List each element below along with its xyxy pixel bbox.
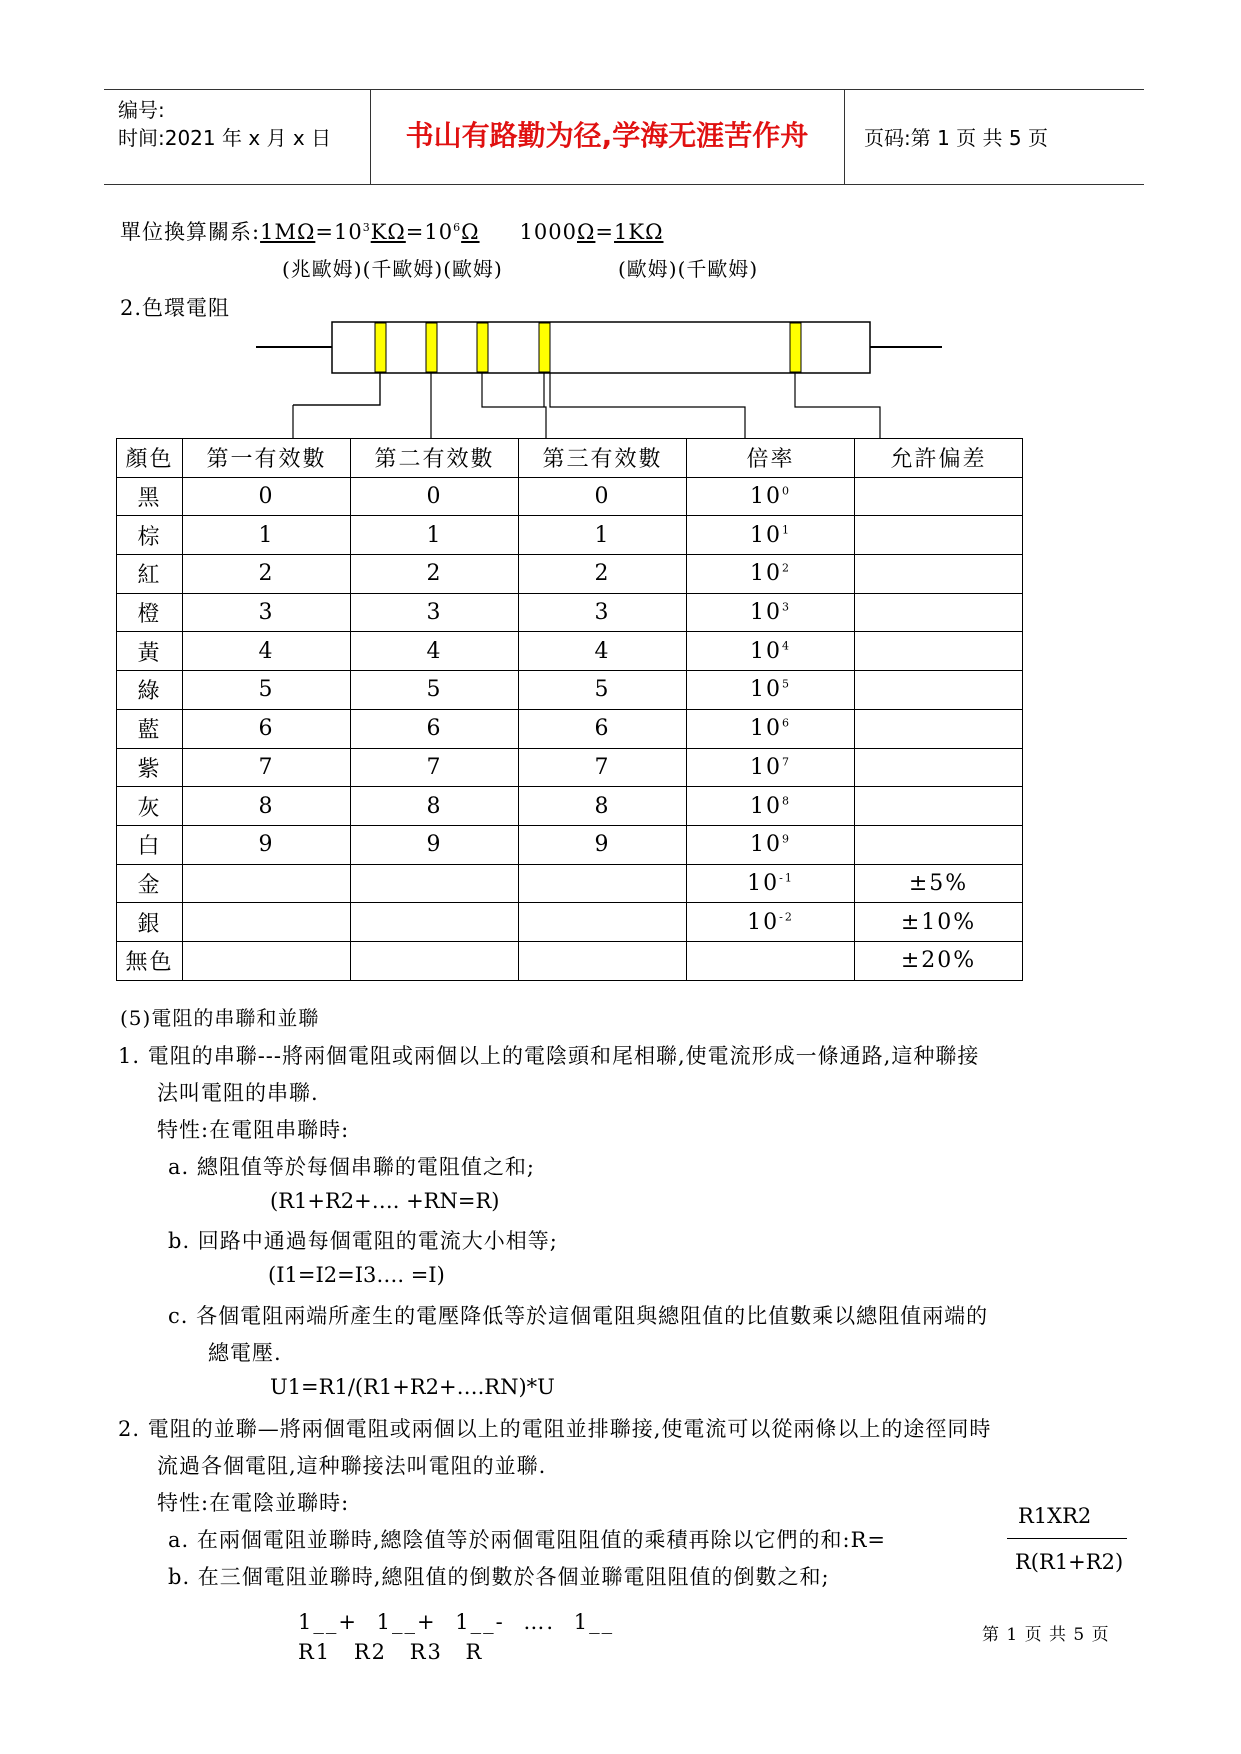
- multiplier-base: 10: [747, 909, 780, 935]
- tolerance-cell: [855, 671, 1023, 710]
- tolerance-cell: [855, 555, 1023, 594]
- band-5: [790, 323, 801, 372]
- color-name-cell: 藍: [117, 709, 183, 748]
- digit-cell: 1: [351, 516, 519, 555]
- digit-cell: 1: [183, 516, 351, 555]
- band-3: [477, 323, 488, 372]
- table-header-cell: 倍率: [687, 439, 855, 478]
- table-row: [117, 709, 1023, 748]
- table-row: [117, 825, 1023, 864]
- unit-mohm: 1MΩ: [260, 220, 316, 244]
- digit-cell: 3: [351, 593, 519, 632]
- paragraph-line: 總電壓.: [208, 1341, 282, 1365]
- digit-cell: [183, 864, 351, 903]
- digit-cell: 2: [183, 555, 351, 594]
- band-2: [426, 323, 437, 372]
- multiplier-base: 10: [750, 716, 782, 742]
- paragraph-line: c. 各個電阻兩端所產生的電壓降低等於這個電阻與總阻值的比值數乘以總阻值兩端的: [168, 1304, 989, 1328]
- digit-cell: 2: [519, 555, 687, 594]
- multiplier-exponent: 9: [782, 832, 791, 846]
- color-name-cell: 黃: [117, 632, 183, 671]
- resistor-body: [332, 322, 870, 373]
- digit-cell: 3: [519, 593, 687, 632]
- multiplier-cell: [687, 632, 855, 671]
- multiplier-cell: [687, 477, 855, 516]
- color-name-cell: 白: [117, 825, 183, 864]
- formula-line: (I1=I2=I3…. =I): [268, 1263, 445, 1287]
- multiplier-exponent: 6: [782, 716, 791, 730]
- multiplier-exponent: 5: [782, 678, 791, 692]
- table-row: [117, 787, 1023, 826]
- fraction-numerator: R1XR2: [1018, 1504, 1092, 1528]
- table-row: [117, 516, 1023, 555]
- leader-line: [482, 373, 546, 438]
- digit-cell: 9: [351, 825, 519, 864]
- leader-line: [795, 373, 880, 438]
- multiplier-cell: [687, 555, 855, 594]
- multiplier-base: 10: [750, 832, 782, 858]
- unit-exp: 6: [453, 221, 462, 234]
- table-row: [117, 632, 1023, 671]
- digit-cell: [183, 941, 351, 980]
- tolerance-cell: [855, 632, 1023, 671]
- unit-names-2: (歐姆)(千歐姆): [618, 257, 759, 281]
- number-label: 编号:: [118, 98, 165, 122]
- color-name-cell: 綠: [117, 671, 183, 710]
- unit-eq: =10: [405, 220, 454, 244]
- multiplier-exponent: 0: [782, 484, 791, 498]
- multiplier-base: 10: [747, 870, 780, 896]
- digit-cell: 9: [183, 825, 351, 864]
- leader-line: [293, 373, 380, 405]
- multiplier-cell: [687, 593, 855, 632]
- tolerance-cell: [855, 709, 1023, 748]
- digit-cell: [183, 903, 351, 942]
- digit-cell: 7: [519, 748, 687, 787]
- digit-cell: [519, 941, 687, 980]
- digit-cell: 0: [351, 477, 519, 516]
- unit-eq: =10: [315, 220, 363, 244]
- section-5-title: (5)電阻的串聯和並聯: [120, 1006, 320, 1030]
- formula-line: (R1+R2+…. +RN=R): [270, 1189, 500, 1213]
- digit-cell: 1: [519, 516, 687, 555]
- unit-conversion-line: [120, 216, 664, 246]
- tolerance-cell: [855, 516, 1023, 555]
- paragraph-line: 特性:在電陰並聯時:: [157, 1491, 350, 1515]
- table-row: [117, 671, 1023, 710]
- color-name-cell: 無色: [117, 941, 183, 980]
- time-label: 时间:2021 年 x 月 x 日: [118, 126, 332, 150]
- tolerance-cell: [855, 477, 1023, 516]
- digit-cell: 3: [183, 593, 351, 632]
- unit-ohm: Ω: [461, 220, 480, 244]
- header-motto: 书山有路勤为径,学海无涯苦作舟: [405, 119, 809, 152]
- digit-cell: [519, 903, 687, 942]
- paragraph-line: a. 總阻值等於每個串聯的電阻值之和;: [168, 1155, 535, 1179]
- multiplier-exponent: 4: [782, 639, 791, 653]
- multiplier-cell: [687, 671, 855, 710]
- multiplier-base: 10: [750, 638, 782, 664]
- table-header-cell: 顏色: [117, 439, 183, 478]
- multiplier-exponent: -1: [779, 871, 794, 885]
- digit-cell: [351, 864, 519, 903]
- table-header-cell: 允許偏差: [855, 439, 1023, 478]
- table-row: [117, 941, 1023, 980]
- table-header-cell: 第三有效數: [519, 439, 687, 478]
- tolerance-cell: ±10%: [855, 903, 1023, 942]
- digit-cell: 6: [183, 709, 351, 748]
- digit-cell: 8: [351, 787, 519, 826]
- paragraph-line: 流過各個電阻,這种聯接法叫電阻的並聯.: [157, 1454, 547, 1478]
- tolerance-cell: ±5%: [855, 864, 1023, 903]
- digit-cell: [519, 864, 687, 903]
- digit-cell: 4: [351, 632, 519, 671]
- multiplier-cell: [687, 709, 855, 748]
- header-meta: [118, 96, 331, 152]
- table-header-row: [117, 439, 1023, 478]
- multiplier-cell: [687, 941, 855, 980]
- leader-line: [550, 373, 745, 438]
- color-name-cell: 紅: [117, 555, 183, 594]
- unit-kohm: KΩ: [370, 220, 406, 244]
- paragraph-line: 1. 電阻的串聯---將兩個電阻或兩個以上的電陰頭和尾相聯,使電流形成一條通路,這种聯接: [118, 1044, 980, 1068]
- multiplier-cell: [687, 748, 855, 787]
- digit-cell: 8: [519, 787, 687, 826]
- color-name-cell: 灰: [117, 787, 183, 826]
- page-footer: 第 1 页 共 5 页: [982, 1625, 1110, 1645]
- multiplier-base: 10: [750, 484, 782, 510]
- color-code-table: [116, 438, 1023, 981]
- multiplier-exponent: 1: [782, 523, 791, 537]
- digit-cell: [351, 941, 519, 980]
- digit-cell: 4: [183, 632, 351, 671]
- multiplier-exponent: 7: [782, 755, 791, 769]
- table-row: [117, 555, 1023, 594]
- color-name-cell: 橙: [117, 593, 183, 632]
- table-header-cell: 第一有效數: [183, 439, 351, 478]
- digit-cell: 0: [183, 477, 351, 516]
- table-row: [117, 593, 1023, 632]
- color-name-cell: 銀: [117, 903, 183, 942]
- multiplier-base: 10: [750, 561, 782, 587]
- table-row: [117, 903, 1023, 942]
- digit-cell: 7: [183, 748, 351, 787]
- table-row: [117, 477, 1023, 516]
- multiplier-cell: [687, 787, 855, 826]
- digit-cell: [351, 903, 519, 942]
- unit-thousand: 1000: [519, 220, 577, 244]
- digit-cell: 5: [351, 671, 519, 710]
- header-page-label: 页码:第 1 页 共 5 页: [864, 126, 1048, 150]
- reciprocal-formula-bottom: R1 R2 R3 R: [298, 1640, 484, 1664]
- color-name-cell: 金: [117, 864, 183, 903]
- multiplier-base: 10: [750, 600, 782, 626]
- digit-cell: 7: [351, 748, 519, 787]
- digit-cell: 0: [519, 477, 687, 516]
- unit-prefix: 單位換算關系:: [120, 220, 261, 244]
- section-color-ring-title: 2.色環電阻: [120, 296, 231, 320]
- digit-cell: 6: [519, 709, 687, 748]
- digit-cell: 2: [351, 555, 519, 594]
- multiplier-base: 10: [750, 754, 782, 780]
- leader-line: [293, 373, 380, 405]
- digit-cell: 4: [519, 632, 687, 671]
- tolerance-cell: [855, 787, 1023, 826]
- table-row: [117, 748, 1023, 787]
- multiplier-exponent: 2: [782, 562, 791, 576]
- tolerance-cell: ±20%: [855, 941, 1023, 980]
- digit-cell: 9: [519, 825, 687, 864]
- multiplier-cell: [687, 516, 855, 555]
- unit-eq: =: [595, 220, 615, 244]
- tolerance-cell: [855, 748, 1023, 787]
- unit-ohm: Ω: [577, 220, 596, 244]
- paragraph-line: b. 在三個電阻並聯時,總阻值的倒數於各個並聯電阻阻值的倒數之和;: [168, 1565, 830, 1589]
- band-1: [375, 323, 386, 372]
- fraction-denominator: R(R1+R2): [1015, 1550, 1124, 1574]
- paragraph-line: 特性:在電阻串聯時:: [157, 1118, 350, 1142]
- digit-cell: 8: [183, 787, 351, 826]
- page-header: [104, 89, 1144, 185]
- color-name-cell: 紫: [117, 748, 183, 787]
- multiplier-exponent: 8: [782, 794, 791, 808]
- resistor-diagram: [250, 315, 950, 440]
- multiplier-base: 10: [750, 522, 782, 548]
- tolerance-cell: [855, 825, 1023, 864]
- multiplier-cell: [687, 864, 855, 903]
- paragraph-line: 法叫電阻的串聯.: [157, 1081, 319, 1105]
- multiplier-exponent: 3: [782, 600, 791, 614]
- color-name-cell: 棕: [117, 516, 183, 555]
- multiplier-cell: [687, 825, 855, 864]
- paragraph-line: a. 在兩個電阻並聯時,總陰值等於兩個電阻阻值的乘積再除以它們的和:R=: [168, 1528, 887, 1552]
- table-row: [117, 864, 1023, 903]
- paragraph-line: 2. 電阻的並聯—將兩個電阻或兩個以上的電阻並排聯接,使電流可以從兩條以上的途徑同時: [118, 1417, 992, 1441]
- unit-names-1: (兆歐姆)(千歐姆)(歐姆): [282, 257, 503, 281]
- digit-cell: 5: [183, 671, 351, 710]
- color-name-cell: 黑: [117, 477, 183, 516]
- band-4: [539, 323, 550, 372]
- unit-exp: 3: [362, 221, 371, 234]
- multiplier-base: 10: [750, 793, 782, 819]
- digit-cell: 6: [351, 709, 519, 748]
- table-header-cell: 第二有效數: [351, 439, 519, 478]
- multiplier-cell: [687, 903, 855, 942]
- tolerance-cell: [855, 593, 1023, 632]
- fraction-bar: [1007, 1538, 1127, 1539]
- header-divider: [844, 90, 845, 184]
- digit-cell: 5: [519, 671, 687, 710]
- unit-kohm: 1KΩ: [614, 220, 664, 244]
- formula-line: U1=R1/(R1+R2+….RN)*U: [270, 1375, 555, 1399]
- paragraph-line: b. 回路中通過每個電阻的電流大小相等;: [168, 1229, 558, 1253]
- multiplier-exponent: -2: [779, 910, 794, 924]
- multiplier-base: 10: [750, 677, 782, 703]
- reciprocal-formula-top: 1__+ 1__+ 1__- …. 1__: [298, 1610, 615, 1634]
